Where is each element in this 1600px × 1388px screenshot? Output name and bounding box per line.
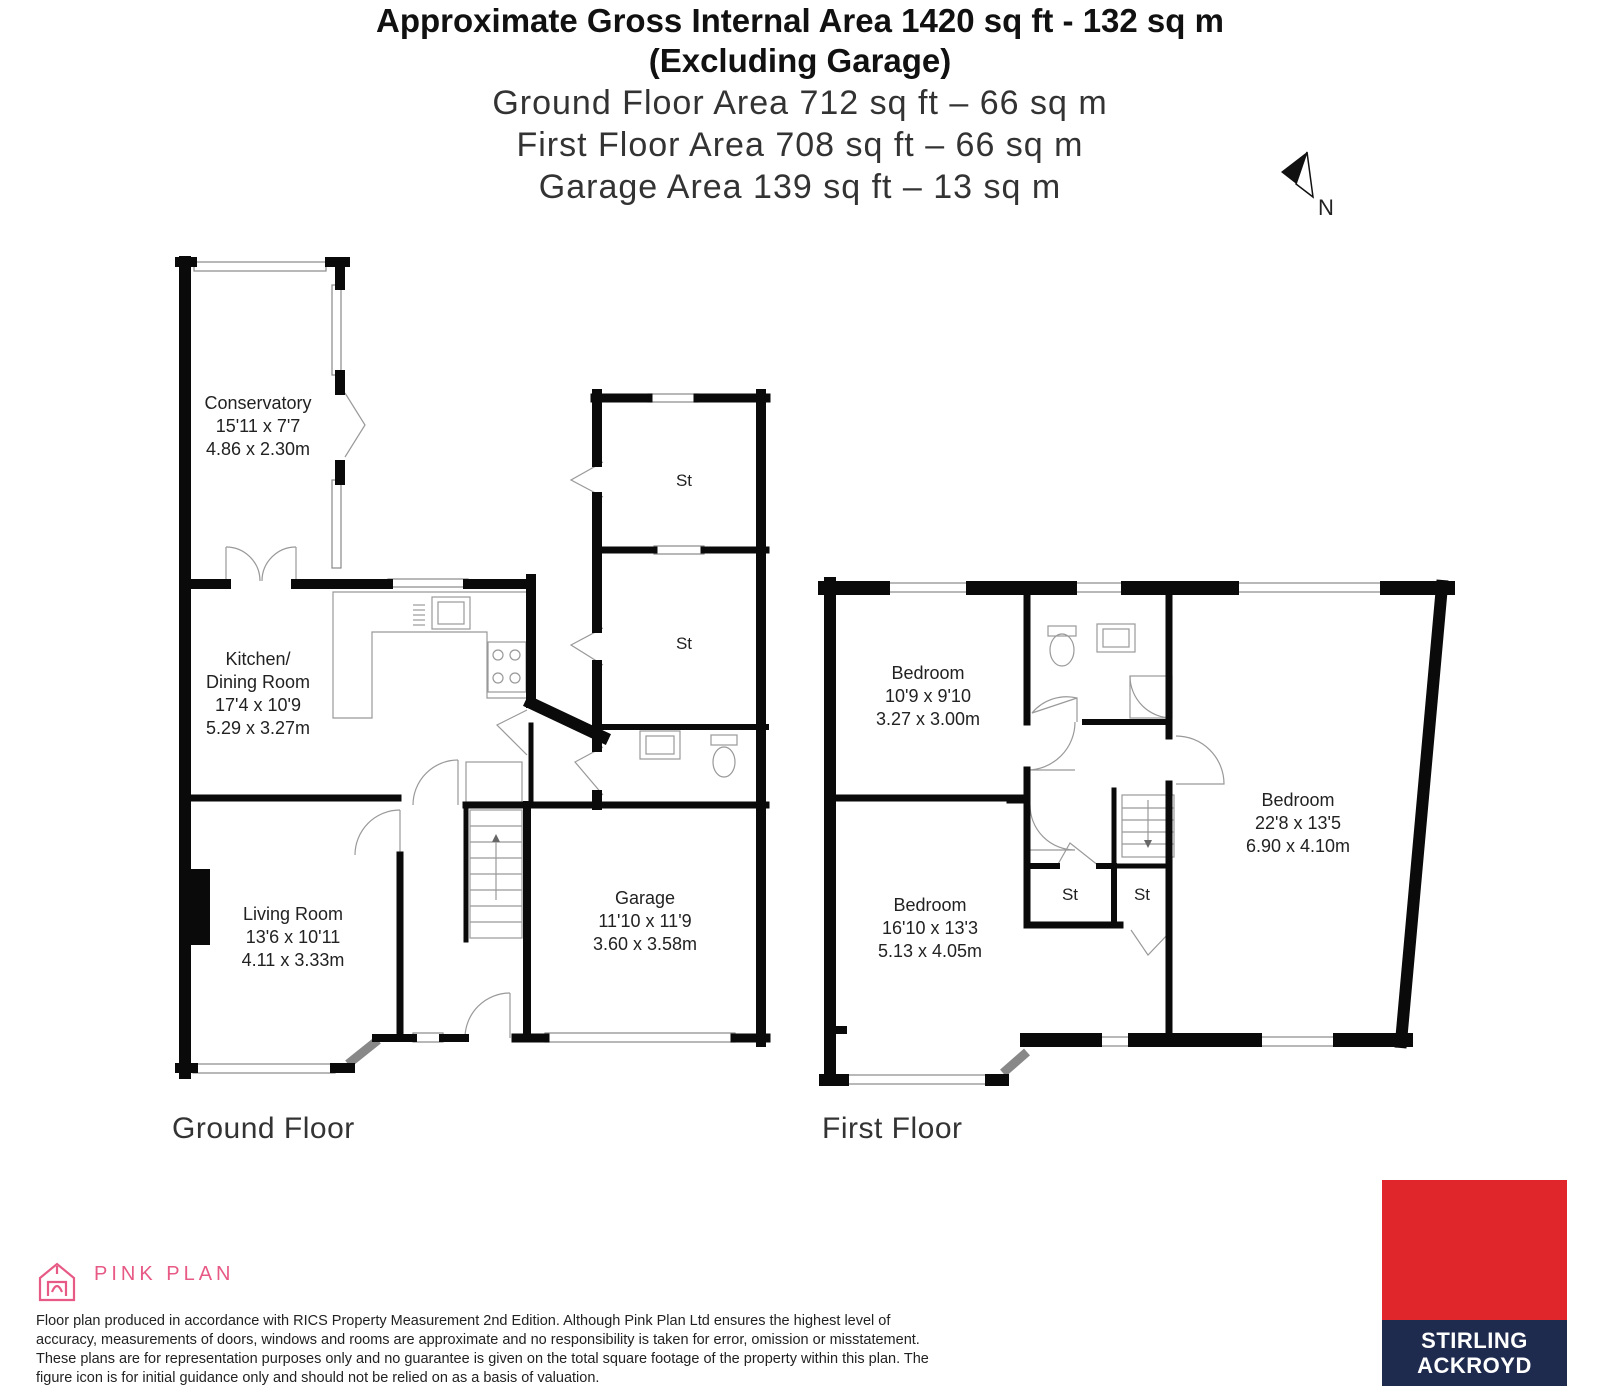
stirling-ackroyd-wordmark-panel [1382, 1320, 1567, 1386]
bedroom-2-imperial: 16'10 x 13'3 [882, 918, 978, 938]
pink-plan-brand-name: PINK PLAN [94, 1263, 235, 1285]
garage-metric: 3.60 x 3.58m [592, 934, 698, 954]
first-floor-label: First Floor [822, 1112, 963, 1145]
kitchen-imperial: 17'4 x 10'9 [215, 695, 301, 715]
kitchen-metric: 5.29 x 3.27m [205, 718, 311, 738]
kitchen-label-1: Kitchen/ [225, 649, 291, 669]
bedroom-1-imperial: 10'9 x 9'10 [885, 686, 971, 706]
stirling-wordmark: STIRLING [1421, 1328, 1528, 1353]
pink-plan-logo-icon [40, 1264, 74, 1300]
living-room-metric: 4.11 x 3.33m [241, 950, 345, 970]
ground-floor-area: Ground Floor Area 712 sq ft – 66 sq m [492, 84, 1108, 122]
stirling-ackroyd-emblem-panel [1382, 1180, 1567, 1320]
ground-store-1-label: St [675, 471, 693, 490]
disclaimer-text: Floor plan produced in accordance with RICS Property Measurement 2nd Edition. Although Pink Plan Ltd ensures the highest level of accuracy, measurements of doors, windows and rooms are approximate and no responsibility is taken for error, omission or misstatement. These plans are for representation purposes only and no guarantee is given on the total square footage of the property within this plan. The figure icon is for initial guidance only and should not be relied on as a basis of valuation. [36, 1313, 929, 1386]
first-store-1-label: St [1061, 885, 1079, 904]
garage-label: Garage [614, 888, 676, 908]
stirling-ackroyd-logo [1382, 1180, 1567, 1386]
ackroyd-wordmark: ACKROYD [1417, 1353, 1532, 1378]
north-compass-icon [1281, 152, 1334, 220]
bedroom-3-metric: 6.90 x 4.10m [1245, 836, 1351, 856]
compass-north-label: N [1318, 195, 1334, 220]
first-floor-plan [825, 583, 1448, 1084]
excluding-garage-note: (Excluding Garage) [648, 42, 952, 79]
living-room-imperial: 13'6 x 10'11 [245, 927, 341, 947]
first-floor-area: First Floor Area 708 sq ft – 66 sq m [516, 126, 1084, 164]
garage-area: Garage Area 139 sq ft – 13 sq m [538, 168, 1062, 206]
first-store-2-label: St [1133, 885, 1151, 904]
ground-store-2-label: St [675, 634, 693, 653]
bedroom-1-metric: 3.27 x 3.00m [875, 709, 981, 729]
bedroom-1-label: Bedroom [891, 663, 965, 683]
bedroom-3-label: Bedroom [1261, 790, 1335, 810]
bedroom-2-label: Bedroom [893, 895, 967, 915]
conservatory-label: Conservatory [204, 393, 312, 413]
conservatory-imperial: 15'11 x 7'7 [215, 416, 301, 436]
bedroom-3-imperial: 22'8 x 13'5 [1255, 813, 1341, 833]
garage-imperial: 11'10 x 11'9 [598, 911, 692, 931]
conservatory-metric: 4.86 x 2.30m [205, 439, 311, 459]
living-room-label: Living Room [242, 904, 344, 924]
bedroom-2-metric: 5.13 x 4.05m [877, 941, 983, 961]
ground-floor-label: Ground Floor [172, 1112, 355, 1145]
ground-floor-plan [180, 262, 766, 1073]
gross-area-title: Approximate Gross Internal Area 1420 sq ft - 132 sq m [376, 2, 1224, 39]
kitchen-label-2: Dining Room [205, 672, 311, 692]
